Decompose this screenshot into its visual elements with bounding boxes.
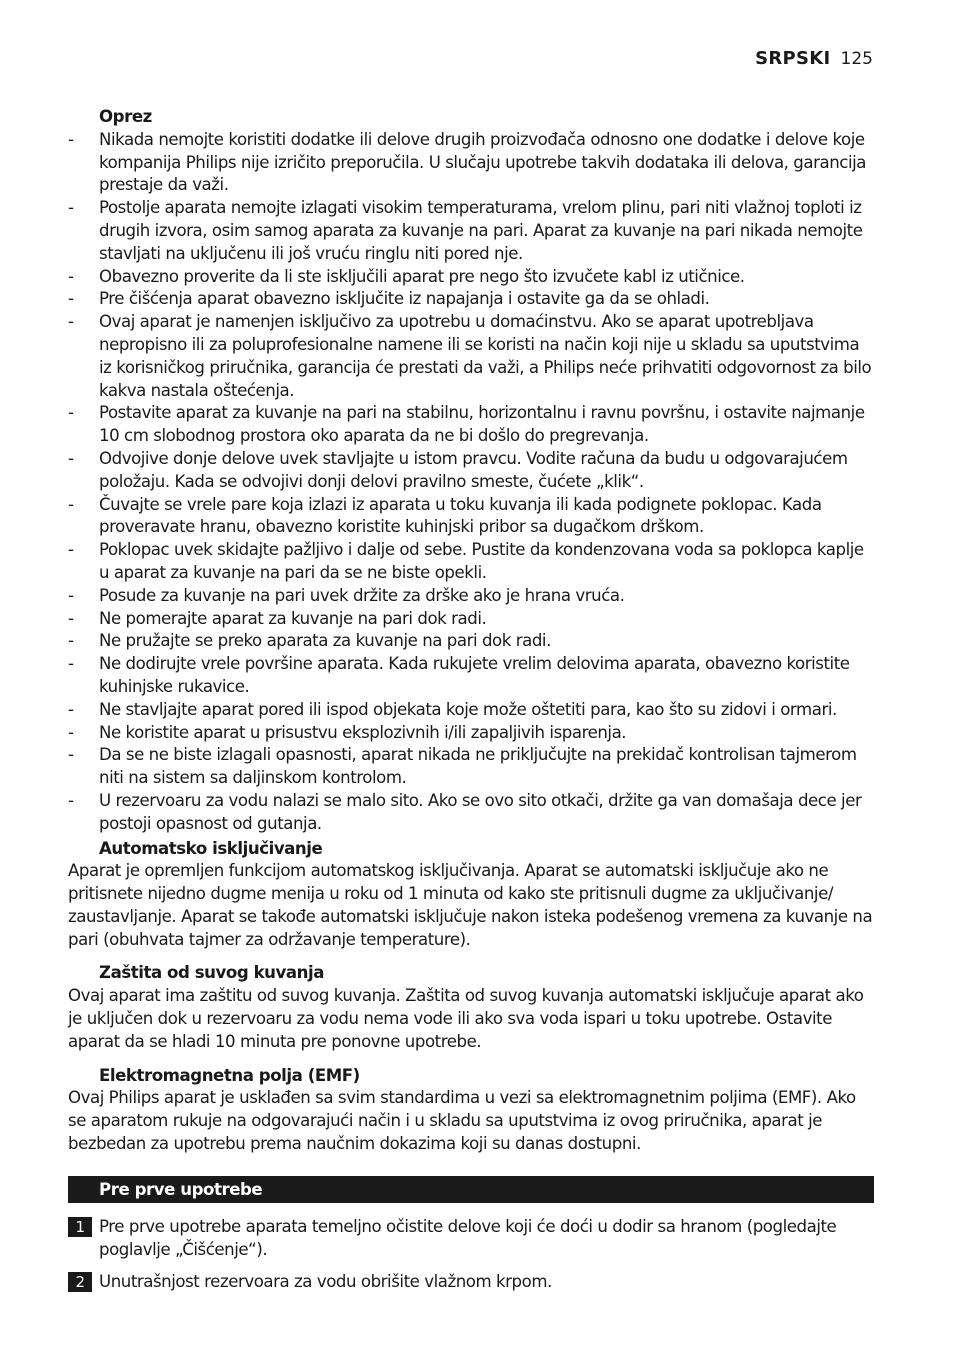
emf-heading: Elektromagnetna polja (EMF): [99, 1065, 360, 1085]
first-use-section-heading: Pre prve upotrebe: [68, 1176, 874, 1203]
caution-item: - Ovaj aparat je namenjen isključivo za upotrebu u domaćinstvu. Ako se aparat upotrebljava nepropisno ili za poluprofesionalne namene ili se koristi na način koji nije u skladu sa uputstvima iz korisničkog priručnika, garancija će prestati da važi, a Philips neće prihvatiti odgovornost za bilo kakva nastala oštećenja.: [68, 311, 874, 402]
caution-item: - U rezervoaru za vodu nalazi se malo sito. Ako se ovo sito otkači, držite ga van domašaja dece jer postoji opasnost od gutanja.: [68, 790, 874, 836]
caution-list: [68, 129, 874, 836]
step-text: Unutrašnjost rezervoara za vodu obrišite vlažnom krpom.: [99, 1272, 552, 1292]
dry-boil-heading: Zaštita od suvog kuvanja: [99, 963, 325, 983]
step-number: 1: [68, 1217, 92, 1237]
caution-item: - Odvojive donje delove uvek stavljajte u istom pravcu. Vodite računa da budu u odgovarajućem položaju. Kada se odvojivi donji delovi pravilno smeste, čućete „klik“.: [68, 448, 874, 494]
caution-item: - Ne koristite aparat u prisustvu eksplozivnih i/ili zapaljivih isparenja.: [68, 722, 874, 745]
caution-item: - Ne pomerajte aparat za kuvanje na pari dok radi.: [68, 608, 874, 631]
caution-item: - Ne pružajte se preko aparata za kuvanje na pari dok radi.: [68, 630, 874, 653]
caution-item: - Čuvajte se vrele pare koja izlazi iz aparata u toku kuvanja ili kada podignete poklopac. Kada proveravate hranu, obavezno koristite kuhinjski pribor sa dugačkom drškom.: [68, 494, 874, 540]
page-header: [755, 48, 873, 69]
step-number: 2: [68, 1272, 92, 1292]
caution-item: - Nikada nemojte koristiti dodatke ili delove drugih proizvođača odnosno one dodatke i delove koje kompanija Philips nije izričito preporučila. U slučaju upotrebe takvih dodataka ili delova, garancija prestaje da važi.: [68, 129, 874, 197]
language-label: SRPSKI: [755, 48, 831, 69]
page-content: [68, 106, 874, 1304]
emf-text: Ovaj Philips aparat je usklađen sa svim standardima u vezi sa elektromagnetnim poljima (EMF). Ako se aparatom rukuje na odgovarajući način i u skladu sa uputstvima iz ovog priručnika, aparat je bezbedan za upotrebu prema naučnim dokazima koji su danas dostupni.: [68, 1088, 856, 1154]
dry-boil-text: Ovaj aparat ima zaštitu od suvog kuvanja. Zaštita od suvog kuvanja automatski isključuje aparat ako je uključen dok u rezervoaru za vodu nema vode ili ako sva voda ispari u toku upotrebe. Ostavite aparat da se hladi 10 minuta pre ponovne upotrebe.: [68, 986, 864, 1051]
caution-item: - Da se ne biste izlagali opasnosti, aparat nikada ne priključujte na prekidač kontrolisan tajmerom niti na sistem sa daljinskom kontrolom.: [68, 744, 874, 790]
caution-item: - Postolje aparata nemojte izlagati visokim temperaturama, vrelom plinu, pari niti vlažnoj toploti iz drugih izvora, osim samog aparata za kuvanje na pari. Aparat za kuvanje na pari nikada nemojte stavljati na uključenu ili još vruću ringlu niti pored nje.: [68, 197, 874, 265]
caution-item: - Postavite aparat za kuvanje na pari na stabilnu, horizontalnu i ravnu površnu, i ostavite najmanje 10 cm slobodnog prostora oko aparata da ne bi došlo do pregrevanja.: [68, 402, 874, 448]
step-item: [68, 1216, 874, 1262]
caution-item: - Ne stavljajte aparat pored ili ispod objekata koje može oštetiti para, kao što su zidovi i ormari.: [68, 699, 874, 722]
auto-off-heading: Automatsko isključivanje: [99, 838, 323, 858]
step-item: [68, 1271, 874, 1294]
caution-item: - Ne dodirujte vrele površine aparata. Kada rukujete vrelim delovima aparata, obavezno koristite kuhinjske rukavice.: [68, 653, 874, 699]
caution-item: - Posude za kuvanje na pari uvek držite za drške ako je hrana vruća.: [68, 585, 874, 608]
step-text: Pre prve upotrebe aparata temeljno očistite delove koji će doći u dodir sa hranom (pogledajte poglavlje „Čišćenje“).: [99, 1216, 837, 1259]
caution-item: - Obavezno proverite da li ste isključili aparat pre nego što izvučete kabl iz utičnice.: [68, 266, 874, 289]
caution-heading: Oprez: [99, 107, 152, 126]
auto-off-text: Aparat je opremljen funkcijom automatskog isključivanja. Aparat se automatski isključuje ako ne pritisnete nijedno dugme menija u roku od 1 minuta od kako ste pritisnuli dugme za uključivanje/ zaustavljanje. Aparat se takođe automatski isključuje nakon isteka podešenog vremena za kuvanje na pari (obuhvata tajmer za održavanje temperature).: [68, 861, 873, 949]
page-number: 125: [840, 49, 873, 69]
caution-item: - Poklopac uvek skidajte pažljivo i dalje od sebe. Pustite da kondenzovana voda sa poklopca kaplje u aparat za kuvanje na pari da se ne biste opekli.: [68, 539, 874, 585]
caution-item: - Pre čišćenja aparat obavezno isključite iz napajanja i ostavite ga da se ohladi.: [68, 288, 874, 311]
